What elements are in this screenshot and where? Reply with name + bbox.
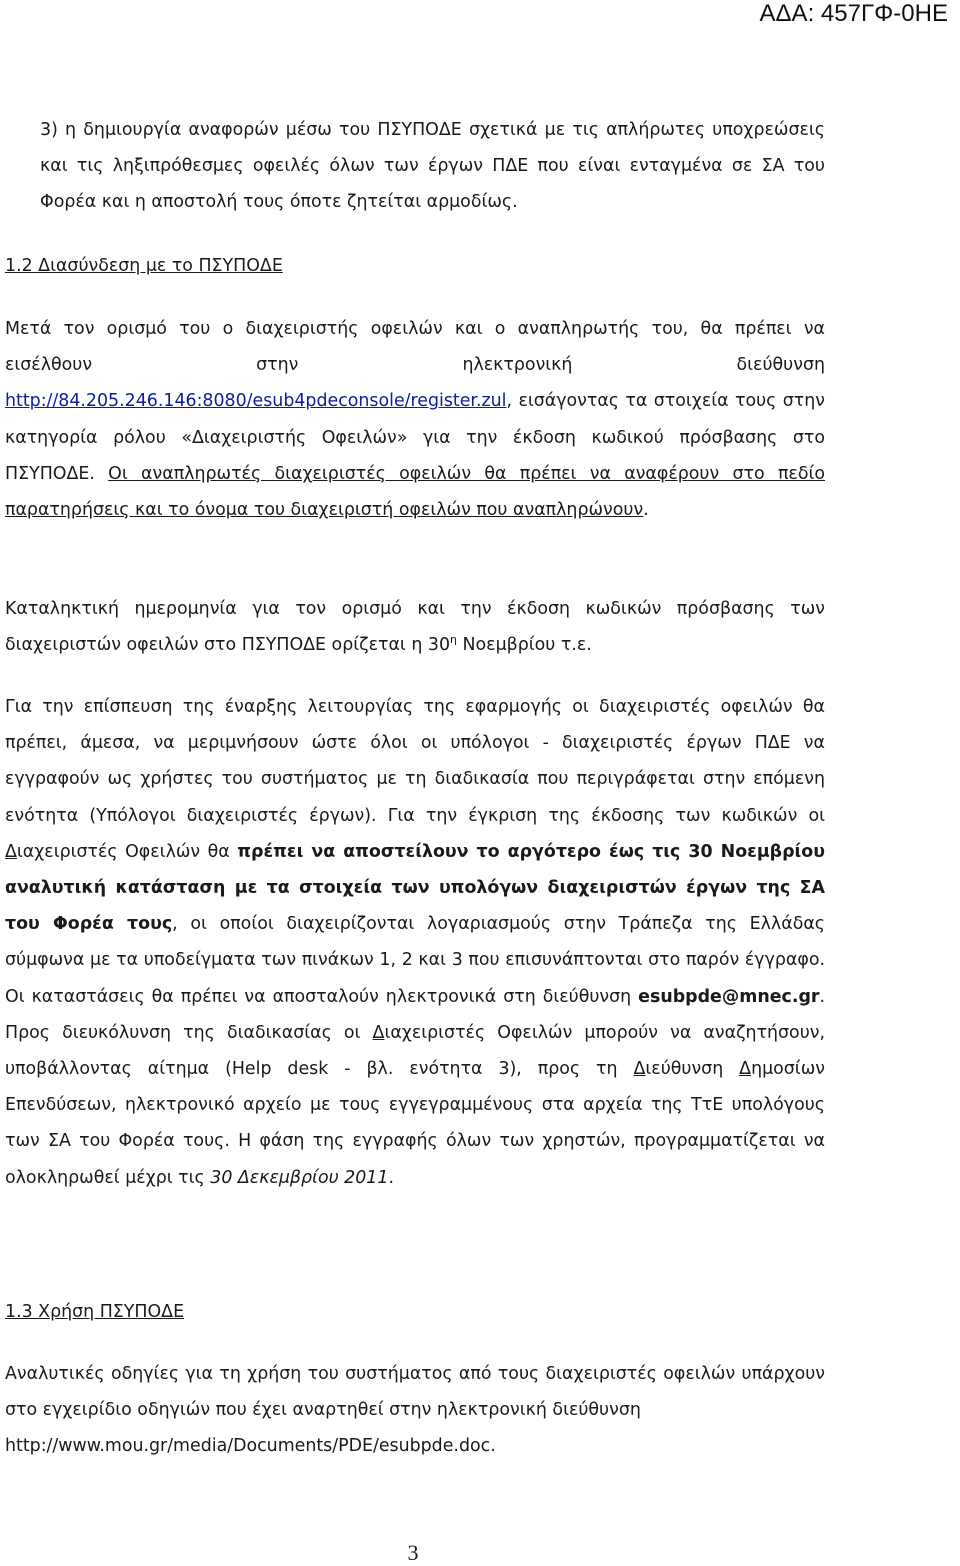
paragraph-register: Μετά τον ορισμό του ο διαχειριστής οφειλών και ο αναπληρωτής του, θα πρέπει να εισέλθουν στην ηλεκτρονική διεύθυνση http://84.205.246.146:8080/esub4pdeconsole/register.zul, εισάγοντας τα στοιχεία τους στην κατηγορία ρόλου «Διαχειριστής Οφειλών» για την έκδοση κωδικού πρόσβασης στο ΠΣΥΠΟΔΕ. Οι αναπληρωτές διαχειριστές οφειλών θα πρέπει να αναφέρουν στο πεδίο παρατηρήσεις και το όνομα του διαχειριστή οφειλών που αναπληρώνουν. [5, 319, 825, 521]
deadline-date: 30 Δεκεμβρίου 2011 [210, 1167, 389, 1188]
manual-url[interactable]: http://www.mou.gr/media/Documents/PDE/esubpde.doc. [5, 1436, 496, 1457]
paragraph-manual: Αναλυτικές οδηγίες για τη χρήση του συστήματος από τους διαχειριστές οφειλών υπάρχουν στο εγχειρίδιο οδηγιών που έχει αναρτηθεί στην ηλεκτρονική διεύθυνση http://www.mou.gr/media/Documents/PDE/esubpde.doc. [5, 1364, 825, 1457]
bold-requirement: πρέπει να αποστείλουν το αργότερο έως τις 30 Νοεμβρίου αναλυτική κατάσταση με τα στοιχεία των υπολόγων διαχειριστών έργων της ΣΑ του Φορέα τους [5, 841, 825, 935]
underlined-note: Οι αναπληρωτές διαχειριστές οφειλών θα πρέπει να αναφέρουν στο πεδίο παρατηρήσεις και το όνομα του διαχειριστή οφειλών που αναπληρώνουν [5, 463, 825, 521]
register-link[interactable]: http://84.205.246.146:8080/esub4pdeconsole/register.zul [5, 391, 507, 412]
heading-text: 1.3 Χρήση ΠΣΥΠΟΔΕ [5, 1302, 185, 1322]
paragraph-accelerate: Για την επίσπευση της έναρξης λειτουργίας της εφαρμογής οι διαχειριστές οφειλών θα πρέπει, άμεσα, να μεριμνήσουν ώστε όλοι οι υπόλογοι - διαχειριστές έργων ΠΔΕ να εγγραφούν ως χρήστες του συστήματος με τη διαδικασία που περιγράφεται στην επόμενη ενότητα (Υπόλογοι διαχειριστές έργων). Για την έγκριση της έκδοσης των κωδικών οι Διαχειριστές Οφειλών θα πρέπει να αποστείλουν το αργότερο έως τις 30 Νοεμβρίου αναλυτική κατάσταση με τα στοιχεία των υπολόγων διαχειριστών έργων της ΣΑ του Φορέα τους, οι οποίοι διαχειρίζονται λογαριασμούς στην Τράπεζα της Ελλάδας σύμφωνα με τα υποδείγματα των πινάκων 1, 2 και 3 που επισυνάπτονται στο παρόν έγγραφο. Οι καταστάσεις θα πρέπει να αποσταλούν ηλεκτρονικά στη διεύθυνση esubpde@mnec.gr. Προς διευκόλυνση της διαδικασίας οι Διαχειριστές Οφειλών μπορούν να αναζητήσουν, υποβάλλοντας αίτημα (Help desk - βλ. ενότητα 3), προς τη Διεύθυνση Δημοσίων Επενδύσεων, ηλεκτρονικό αρχείο με τους εγγεγραμμένους στα αρχεία της ΤτΕ υπολόγους των ΣΑ του Φορέα τους. Η φάση της εγγραφής όλων των χρηστών, προγραμματίζεται να ολοκληρωθεί μέχρι τις 30 Δεκεμβρίου 2011. [5, 697, 826, 1188]
paragraph-deadline: Καταληκτική ημερομηνία για τον ορισμό και την έκδοση κωδικών πρόσβασης των διαχειριστών οφειλών στο ΠΣΥΠΟΔΕ ορίζεται η $30^\eta$ Νοεμβρίου τ.ε. [5, 599, 825, 656]
section-heading-1-3 [5, 1294, 825, 1330]
page-number: 3 [407, 1540, 419, 1565]
paragraph-item-3: 3) η δημιουργία αναφορών μέσω του ΠΣΥΠΟΔΕ σχετικά με τις απλήρωτες υποχρεώσεις και τις ληξιπρόθεσμες οφειλές όλων των έργων ΠΔΕ που είναι ενταγμένα σε ΣΑ του Φορέα και η αποστολή τους όποτε ζητείται αρμοδίως. [40, 120, 825, 213]
heading-text: 1.2 Διασύνδεση με το ΠΣΥΠΟΔΕ [5, 256, 283, 276]
email-address[interactable]: esubpde@mnec.gr [638, 986, 820, 1007]
section-heading-1-2 [5, 248, 825, 284]
ada-code: ΑΔΑ: 457ΓΦ-0ΗΕ [759, 0, 948, 27]
